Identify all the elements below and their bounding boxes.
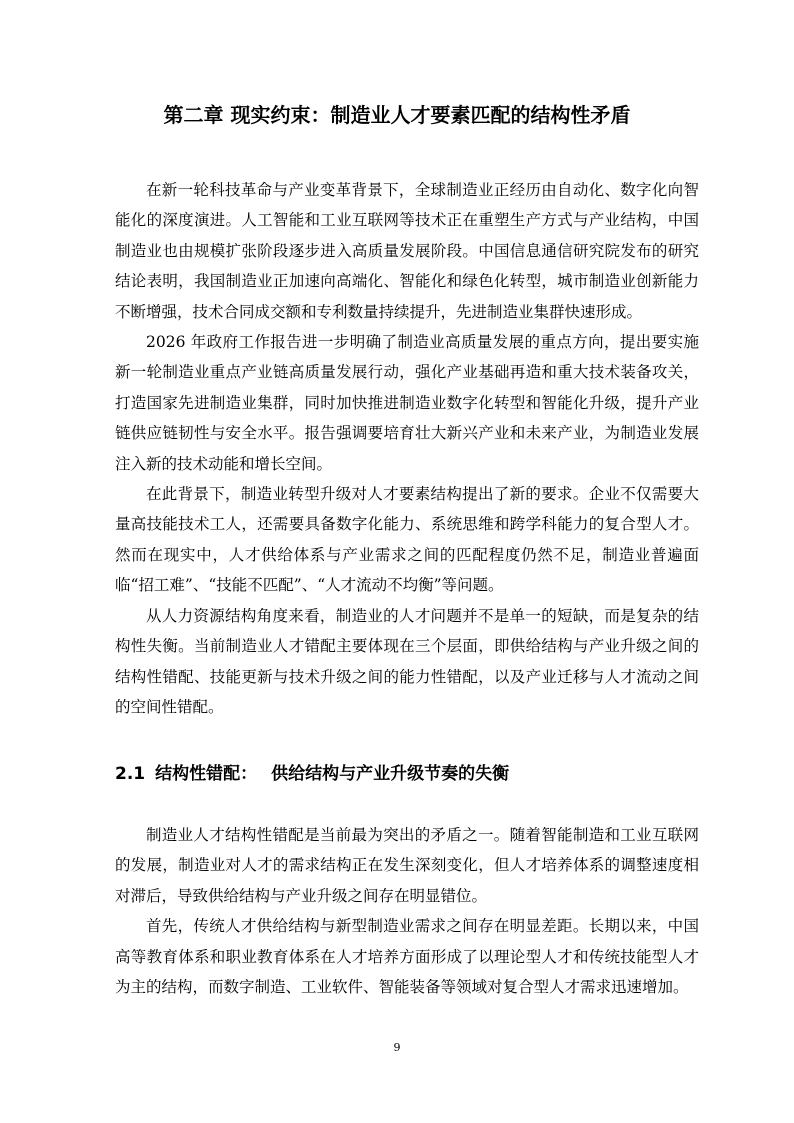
section-subtitle: 供给结构与产业升级节奏的失衡	[271, 764, 510, 784]
section-text-block	[115, 820, 699, 1002]
section-number: 2.1	[115, 764, 146, 784]
section-paragraph-1: 制造业人才结构性错配是当前最为突出的矛盾之一。随着智能制造和工业互联网的发展，制造业对人才的需求结构正在发生深刻变化，但人才培养体系的调整速度相对滞后，导致供给结构与产业升级之间存在明显错位。	[115, 826, 699, 905]
section-paragraph-2: 首先，传统人才供给结构与新型制造业需求之间存在明显差距。长期以来，中国高等教育体系和职业教育体系在人才培养方面形成了以理论型人才和传统技能型人才为主的结构，而数字制造、工业软件、智能装备等领域对复合型人才需求迅速增加。	[115, 917, 699, 997]
intro-paragraph-3: 在此背景下，制造业转型升级对人才要素结构提出了新的要求。企业不仅需要大量高技能技术工人，还需要具备数字化能力、系统思维和跨学科能力的复合型人才。然而在现实中，人才供给体系与产业需求之间的匹配程度仍然不足，制造业普遍面临“招工难”、“技能不匹配”、“人才流动不均衡”等问题。	[115, 485, 699, 595]
chapter-title: 第二章 现实约束：制造业人才要素匹配的结构性矛盾	[163, 103, 631, 127]
section-heading	[115, 760, 715, 788]
intro-paragraph-2: 2026 年政府工作报告进一步明确了制造业高质量发展的重点方向，提出要实施新一轮制造业重点产业链高质量发展行动，强化产业基础再造和重大技术装备攻关，打造国家先进制造业集群，同时加快推进制造业数字化转型和智能化升级，提升产业链供应链韧性与安全水平。报告强调要培育壮大新兴产业和未来产业，为制造业发展注入新的技术动能和增长空间。	[115, 333, 699, 473]
intro-paragraph-1: 在新一轮科技革命与产业变革背景下，全球制造业正经历由自动化、数字化向智能化的深度演进。人工智能和工业互联网等技术正在重塑生产方式与产业结构，中国制造业也由规模扩张阶段逐步进入高质量发展阶段。中国信息通信研究院发布的研究结论表明，我国制造业正加速向高端化、智能化和绿色化转型，城市制造业创新能力不断增强，技术合同成交额和专利数量持续提升，先进制造业集群快速形成。	[115, 181, 699, 321]
intro-paragraph-4: 从人力资源结构角度来看，制造业的人才问题并不是单一的短缺，而是复杂的结构性失衡。当前制造业人才错配主要体现在三个层面，即供给结构与产业升级之间的结构性错配、技能更新与技术升级之间的能力性错配，以及产业迁移与人才流动之间的空间性错配。	[115, 606, 699, 716]
section-title: 结构性错配：	[155, 764, 258, 784]
intro-text-block	[115, 175, 699, 722]
page-number: 9	[393, 1041, 401, 1054]
